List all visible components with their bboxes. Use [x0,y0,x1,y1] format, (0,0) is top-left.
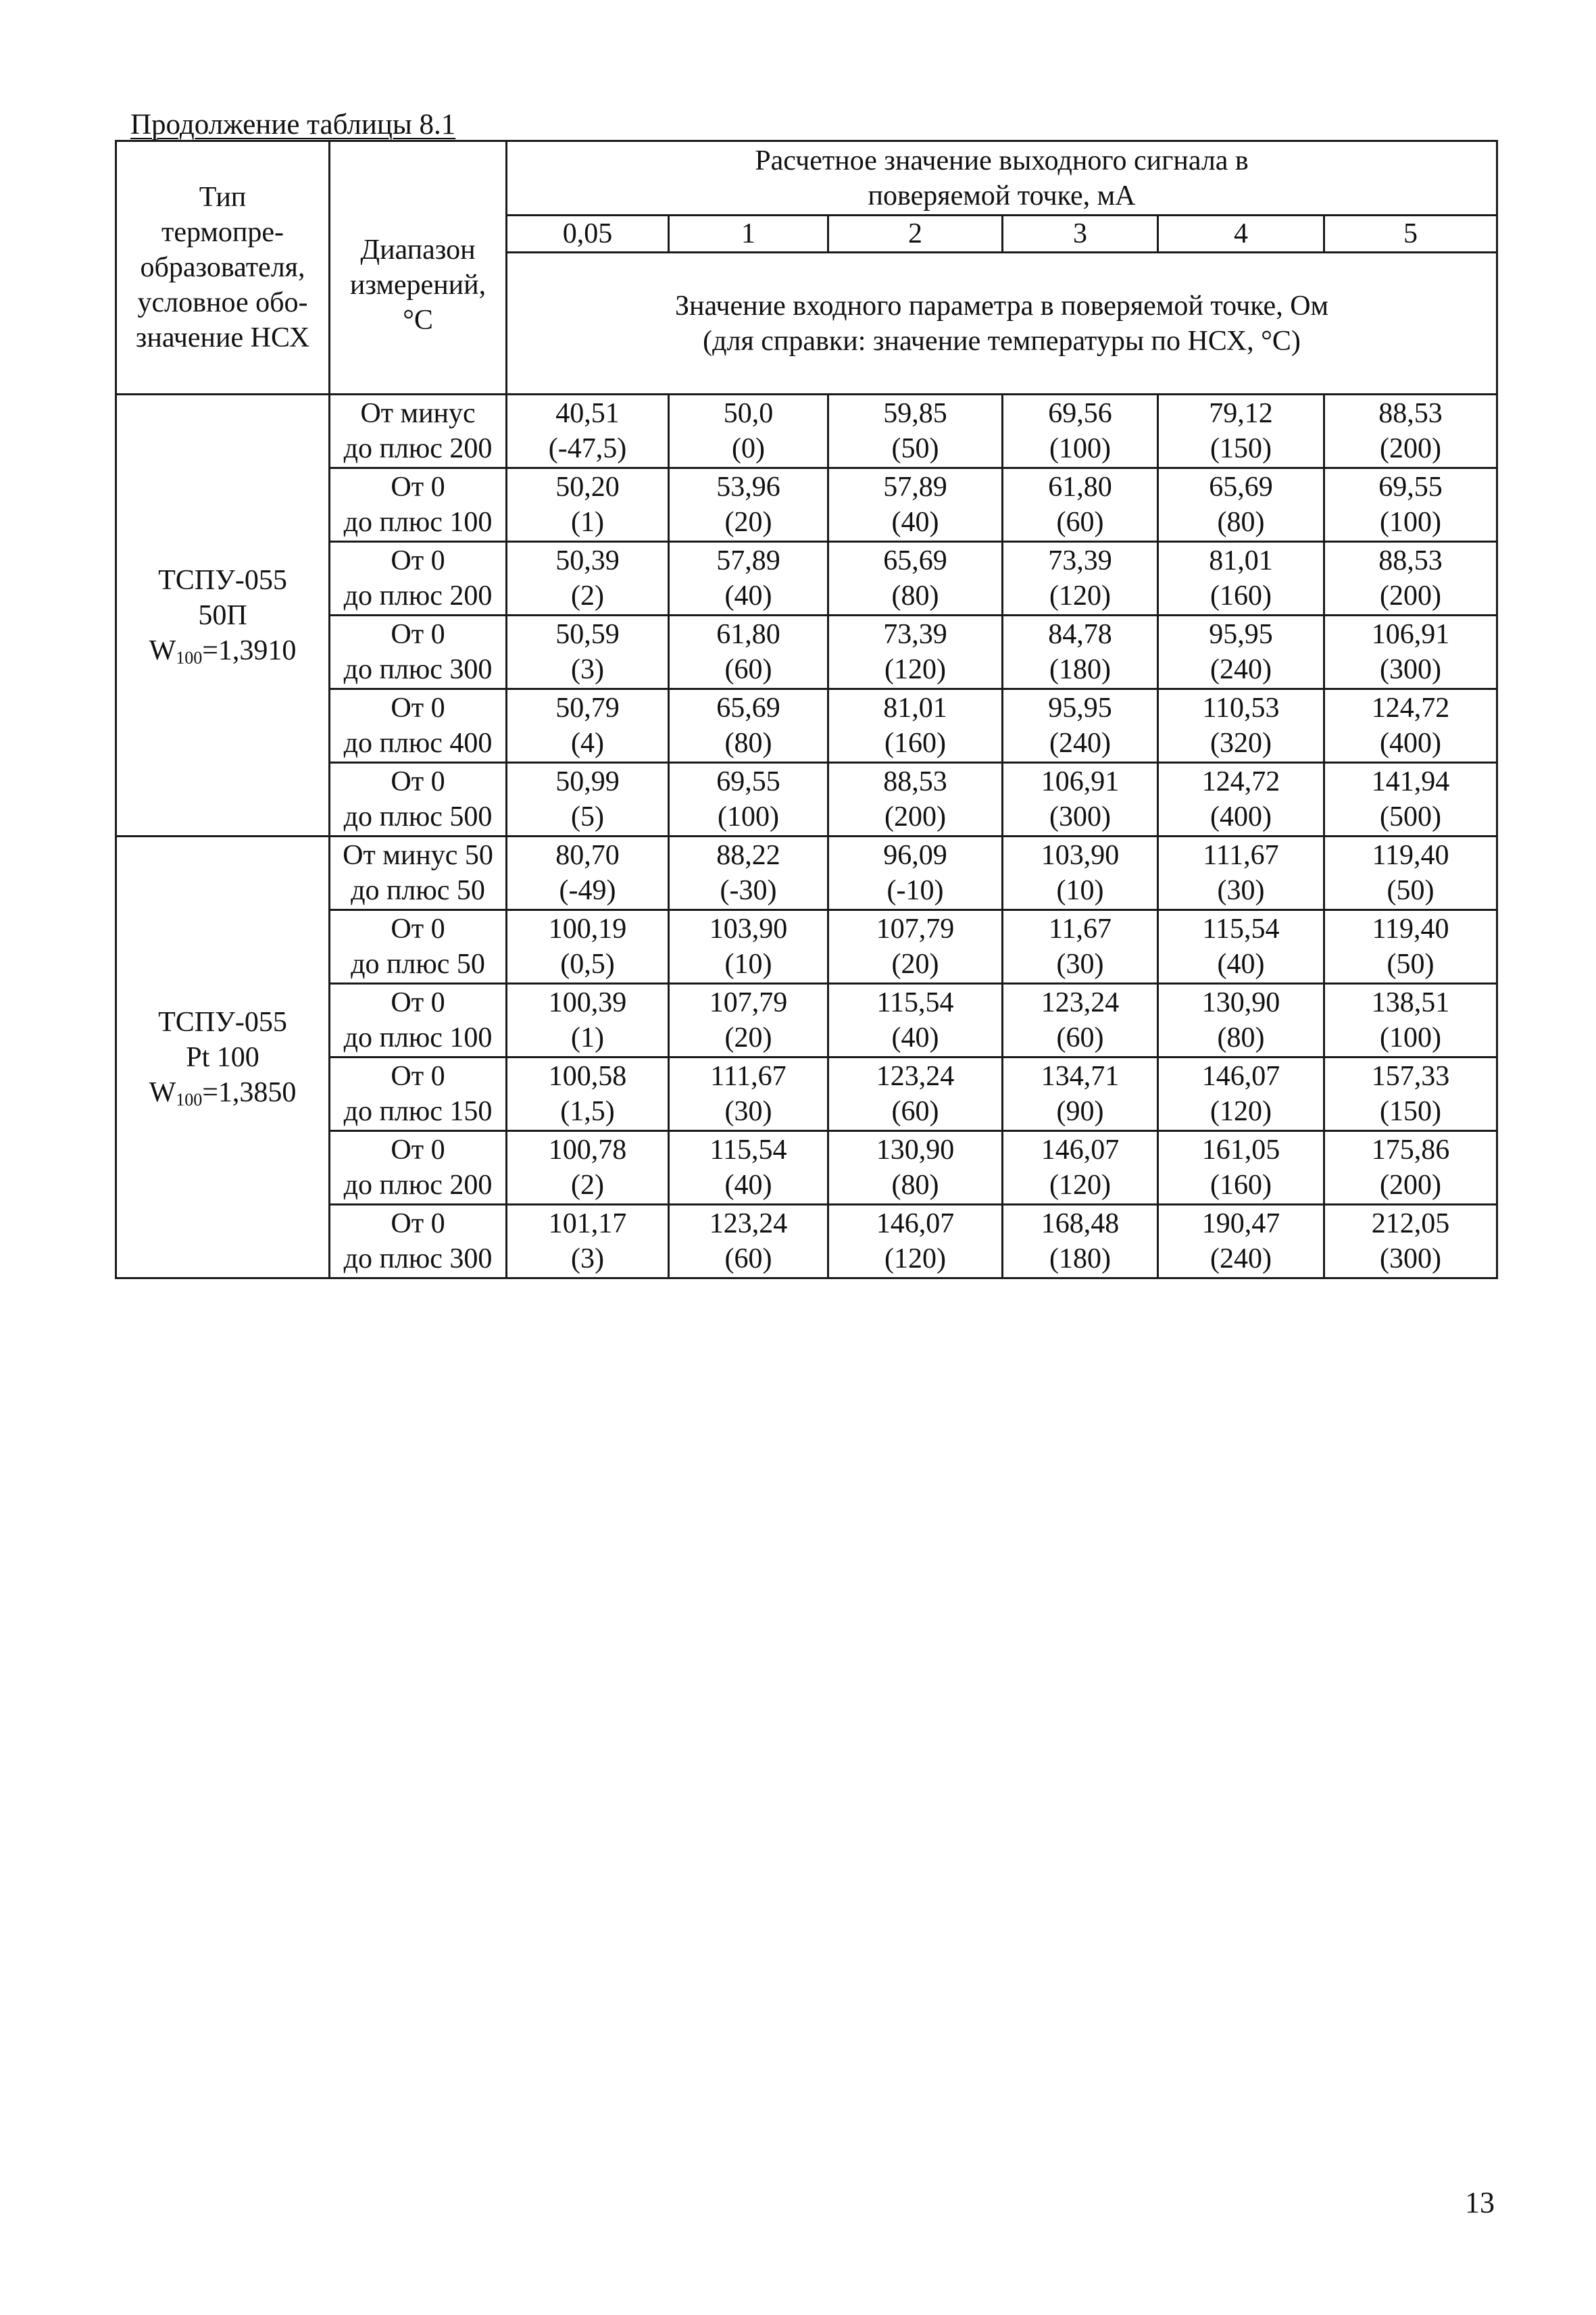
temperature-value: (0,5) [560,949,615,980]
value-cell [1324,763,1497,837]
resistance-value: 95,95 [1048,693,1112,724]
resistance-value: 59,85 [883,398,947,429]
range-cell: От 0 до плюс 50 [330,910,507,984]
value-cell [507,1057,669,1131]
header-ma-2: 2 [828,216,1003,253]
resistance-value: 73,39 [883,619,947,650]
header-signal: Расчетное значение выходного сигнала в поверяемой точке, мА [507,141,1497,216]
value-cell [828,395,1003,468]
value-cell [1003,395,1158,468]
value-cell [669,468,828,542]
header-ma-4: 4 [1158,216,1324,253]
resistance-value: 107,79 [709,987,788,1018]
temperature-value: (400) [1210,801,1272,832]
resistance-value: 134,71 [1041,1061,1120,1092]
temperature-value: (3) [571,654,604,685]
temperature-value: (160) [1210,580,1272,612]
value-cell [1324,1205,1497,1278]
resistance-value: 100,19 [548,914,627,945]
value-cell [507,616,669,689]
value-cell [1324,984,1497,1057]
value-cell [669,910,828,984]
value-cell [1324,689,1497,763]
resistance-value: 123,24 [1041,987,1120,1018]
value-cell [1003,1057,1158,1131]
resistance-value: 157,33 [1371,1061,1450,1092]
table-row [116,837,1497,910]
header-ma-0: 0,05 [507,216,669,253]
temperature-value: (5) [571,801,604,832]
temperature-value: (150) [1210,433,1272,464]
temperature-value: (300) [1049,801,1111,832]
temperature-value: (40) [1217,949,1265,980]
resistance-value: 115,54 [1202,914,1280,945]
temperature-value: (200) [1380,1170,1442,1201]
value-cell [1003,468,1158,542]
header-ma-5: 5 [1324,216,1497,253]
resistance-value: 61,80 [716,619,780,650]
temperature-value: (120) [884,1243,946,1274]
temperature-value: (60) [724,1243,772,1274]
temperature-value: (30) [724,1096,772,1127]
range-cell: От 0 до плюс 100 [330,984,507,1057]
value-cell [507,468,669,542]
resistance-value: 50,59 [555,619,620,650]
value-cell [828,1057,1003,1131]
value-cell [828,689,1003,763]
temperature-value: (100) [718,801,779,832]
value-cell [507,910,669,984]
temperature-value: (100) [1380,1022,1442,1053]
temperature-value: (320) [1210,728,1272,759]
resistance-value: 190,47 [1201,1208,1280,1239]
value-cell [1003,1205,1158,1278]
resistance-value: 50,99 [555,766,620,797]
temperature-value: (180) [1049,654,1111,685]
temperature-value: (60) [1056,507,1104,538]
data-table [115,140,1498,1279]
value-cell [1324,910,1497,984]
temperature-value: (300) [1380,1243,1442,1274]
resistance-value: 101,17 [548,1208,627,1239]
resistance-value: 146,07 [1041,1135,1120,1166]
resistance-value: 100,78 [548,1135,627,1166]
temperature-value: (80) [1217,507,1265,538]
header-type: Тип термопре- образователя, условное обо- значение НСХ [116,141,330,395]
value-cell [507,689,669,763]
value-cell [1324,616,1497,689]
temperature-value: (30) [1217,875,1265,906]
sensor-type-cell: ТСПУ-055 50П $W_{100}=1,3910$ [116,395,330,837]
value-cell [1158,689,1324,763]
temperature-value: (300) [1380,654,1442,685]
resistance-value: 50,0 [723,398,774,429]
range-cell: От 0 до плюс 300 [330,616,507,689]
value-cell [1003,763,1158,837]
value-cell [1003,837,1158,910]
temperature-value: (2) [571,580,604,612]
range-cell: От 0 до плюс 300 [330,1205,507,1278]
value-cell [669,542,828,616]
value-cell [669,763,828,837]
value-cell [669,837,828,910]
temperature-value: (10) [1056,875,1104,906]
value-cell [1158,542,1324,616]
temperature-value: (500) [1380,801,1442,832]
resistance-value: 88,53 [883,766,947,797]
temperature-value: (20) [724,1022,772,1053]
resistance-value: 138,51 [1371,987,1450,1018]
temperature-value: (80) [891,580,939,612]
value-cell [828,1205,1003,1278]
value-cell [1003,689,1158,763]
value-cell [1324,395,1497,468]
value-cell [507,395,669,468]
resistance-value: 212,05 [1371,1208,1450,1239]
value-cell [828,1131,1003,1205]
value-cell [1158,763,1324,837]
value-cell [507,1205,669,1278]
temperature-value: (-10) [887,875,944,906]
temperature-value: (60) [724,654,772,685]
resistance-value: 141,94 [1371,766,1450,797]
value-cell [1003,1131,1158,1205]
resistance-value: 95,95 [1209,619,1273,650]
value-cell [669,395,828,468]
header-ma-1: 1 [669,216,828,253]
range-cell: От 0 до плюс 150 [330,1057,507,1131]
resistance-value: 175,86 [1371,1135,1450,1166]
temperature-value: (-47,5) [548,433,627,464]
resistance-value: 111,67 [710,1061,787,1092]
resistance-value: 88,53 [1378,398,1443,429]
resistance-value: 100,58 [548,1061,627,1092]
resistance-value: 65,69 [883,545,947,576]
value-cell [507,542,669,616]
resistance-value: 81,01 [883,693,947,724]
resistance-value: 69,56 [1048,398,1112,429]
resistance-value: 115,54 [709,1135,787,1166]
value-cell [507,763,669,837]
temperature-value: (20) [891,949,939,980]
temperature-value: (200) [884,801,946,832]
resistance-value: 96,09 [883,840,947,871]
temperature-value: (150) [1380,1096,1442,1127]
temperature-value: (50) [1387,875,1435,906]
temperature-value: (240) [1210,1243,1272,1274]
value-cell [1158,837,1324,910]
resistance-value: 130,90 [876,1135,955,1166]
resistance-value: 110,53 [1202,693,1280,724]
temperature-value: (120) [1210,1096,1272,1127]
resistance-value: 88,22 [716,840,780,871]
resistance-value: 57,89 [883,472,947,503]
range-cell: От 0 до плюс 400 [330,689,507,763]
temperature-value: (60) [1056,1022,1104,1053]
resistance-value: 123,24 [709,1208,788,1239]
resistance-value: 40,51 [555,398,620,429]
value-cell [1003,542,1158,616]
value-cell [669,689,828,763]
value-cell [1324,542,1497,616]
value-cell [669,1205,828,1278]
temperature-value: (60) [891,1096,939,1127]
temperature-value: (20) [724,507,772,538]
temperature-value: (1) [571,1022,604,1053]
resistance-value: 124,72 [1371,693,1450,724]
resistance-value: 115,54 [876,987,954,1018]
temperature-value: (200) [1380,580,1442,612]
value-cell [507,984,669,1057]
resistance-value: 61,80 [1048,472,1112,503]
resistance-value: 81,01 [1209,545,1273,576]
value-cell [1003,910,1158,984]
resistance-value: 100,39 [548,987,627,1018]
resistance-value: 107,79 [876,914,955,945]
value-cell [828,542,1003,616]
value-cell [1324,1057,1497,1131]
temperature-value: (40) [891,1022,939,1053]
header-range: Диапазон измерений, °С [330,141,507,395]
value-cell [669,616,828,689]
temperature-value: (160) [884,728,946,759]
temperature-value: (-30) [720,875,777,906]
resistance-value: 106,91 [1041,766,1120,797]
resistance-value: 65,69 [1209,472,1273,503]
resistance-value: 80,70 [555,840,620,871]
resistance-value: 123,24 [876,1061,955,1092]
resistance-value: 119,40 [1372,840,1449,871]
resistance-value: 50,39 [555,545,620,576]
value-cell [828,616,1003,689]
value-cell [828,763,1003,837]
value-cell [828,910,1003,984]
resistance-value: 69,55 [716,766,780,797]
value-cell [669,1057,828,1131]
value-cell [1003,616,1158,689]
value-cell [1158,468,1324,542]
temperature-value: (80) [891,1170,939,1201]
resistance-value: 106,91 [1371,619,1450,650]
page-number: 13 [1465,2186,1495,2219]
value-cell [1158,395,1324,468]
resistance-value: 103,90 [1041,840,1120,871]
temperature-value: (200) [1380,433,1442,464]
value-cell [1158,910,1324,984]
value-cell [828,837,1003,910]
value-cell [1158,984,1324,1057]
resistance-value: 79,12 [1209,398,1273,429]
temperature-value: (240) [1049,728,1111,759]
temperature-value: (100) [1380,507,1442,538]
resistance-value: 65,69 [716,693,780,724]
table-caption: Продолжение таблицы 8.1 [130,109,456,141]
temperature-value: (120) [884,654,946,685]
resistance-value: 11,67 [1049,914,1112,945]
resistance-value: 146,07 [1201,1061,1280,1092]
header-param: Значение входного параметра в поверяемой точке, Ом (для справки: значение температуры по НСХ, °С) [507,253,1497,395]
temperature-value: (40) [724,580,772,612]
value-cell [1158,1205,1324,1278]
value-cell [669,984,828,1057]
resistance-value: 161,05 [1201,1135,1280,1166]
resistance-value: 88,53 [1378,545,1443,576]
temperature-value: (10) [724,949,772,980]
temperature-value: (3) [571,1243,604,1274]
temperature-value: (100) [1049,433,1111,464]
resistance-value: 69,55 [1378,472,1443,503]
table-row [116,395,1497,468]
resistance-value: 50,79 [555,693,620,724]
sensor-type-cell: ТСПУ-055 Pt 100 $W_{100}=1,3850$ [116,837,330,1278]
temperature-value: (50) [1387,949,1435,980]
temperature-value: (240) [1210,654,1272,685]
temperature-value: (90) [1056,1096,1104,1127]
resistance-value: 124,72 [1201,766,1280,797]
resistance-value: 168,48 [1041,1208,1120,1239]
resistance-value: 111,67 [1203,840,1279,871]
value-cell [1158,1131,1324,1205]
temperature-value: (40) [724,1170,772,1201]
temperature-value: (4) [571,728,604,759]
value-cell [507,1131,669,1205]
range-cell: От 0 до плюс 100 [330,468,507,542]
range-cell: От минус до плюс 200 [330,395,507,468]
value-cell [1324,468,1497,542]
range-cell: От минус 50 до плюс 50 [330,837,507,910]
temperature-value: (180) [1049,1243,1111,1274]
temperature-value: (2) [571,1170,604,1201]
resistance-value: 57,89 [716,545,780,576]
value-cell [828,984,1003,1057]
temperature-value: (400) [1380,728,1442,759]
temperature-value: (50) [891,433,939,464]
temperature-value: (-49) [559,875,616,906]
temperature-value: (40) [891,507,939,538]
resistance-value: 84,78 [1048,619,1112,650]
header-ma-3: 3 [1003,216,1158,253]
value-cell [1158,1057,1324,1131]
value-cell [828,468,1003,542]
temperature-value: (120) [1049,1170,1111,1201]
range-cell: От 0 до плюс 200 [330,542,507,616]
value-cell [1158,616,1324,689]
temperature-value: (1,5) [560,1096,615,1127]
value-cell [1324,1131,1497,1205]
resistance-value: 146,07 [876,1208,955,1239]
temperature-value: (80) [724,728,772,759]
resistance-value: 119,40 [1372,914,1449,945]
temperature-value: (80) [1217,1022,1265,1053]
value-cell [507,837,669,910]
temperature-value: (160) [1210,1170,1272,1201]
temperature-value: (30) [1056,949,1104,980]
temperature-value: (120) [1049,580,1111,612]
temperature-value: (1) [571,507,604,538]
resistance-value: 73,39 [1048,545,1112,576]
resistance-value: 103,90 [709,914,788,945]
value-cell [1003,984,1158,1057]
value-cell [1324,837,1497,910]
value-cell [669,1131,828,1205]
temperature-value: (0) [732,433,765,464]
range-cell: От 0 до плюс 200 [330,1131,507,1205]
resistance-value: 53,96 [716,472,780,503]
range-cell: От 0 до плюс 500 [330,763,507,837]
resistance-value: 50,20 [555,472,620,503]
resistance-value: 130,90 [1201,987,1280,1018]
